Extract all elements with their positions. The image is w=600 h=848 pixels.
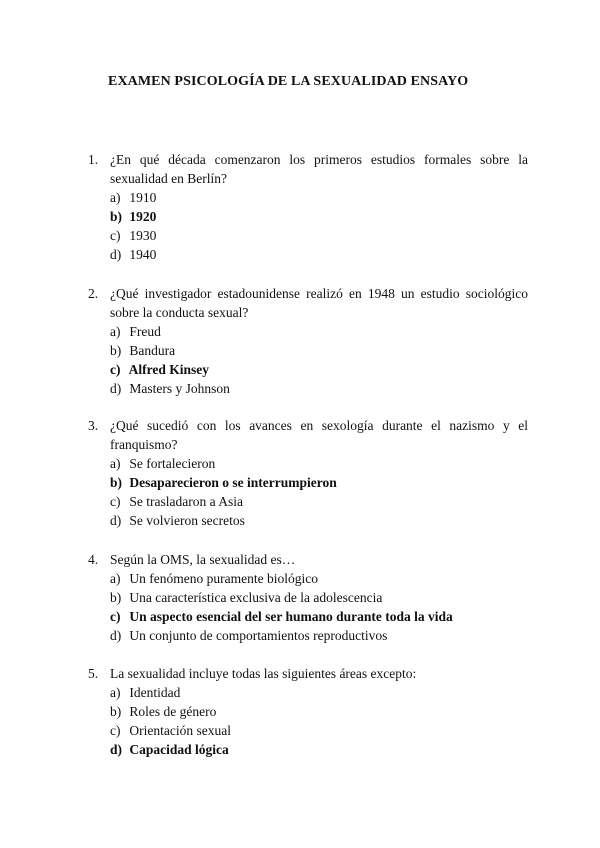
option-text: Una característica exclusiva de la adolescencia [129, 590, 383, 605]
option-letter: d) [110, 513, 122, 528]
answer-option [110, 245, 528, 264]
option-text: Se trasladaron a Asia [129, 494, 243, 509]
option-text: Orientación sexual [129, 723, 231, 738]
option-letter: b) [110, 343, 122, 358]
answer-options [110, 322, 528, 398]
question-number: 2. [88, 286, 99, 301]
option-letter: c) [110, 723, 121, 738]
option-text: Un aspecto esencial del ser humano durante toda la vida [129, 609, 453, 624]
option-text: Se fortalecieron [129, 456, 216, 471]
option-letter: d) [110, 247, 122, 262]
page-title: EXAMEN PSICOLOGÍA DE LA SEXUALIDAD ENSAYO [108, 74, 469, 89]
option-text: 1910 [129, 190, 157, 205]
answer-option [110, 341, 528, 360]
option-text: Un fenómeno puramente biológico [129, 571, 318, 586]
option-text: 1940 [129, 247, 157, 262]
question-number: 4. [88, 552, 99, 567]
answer-option [110, 454, 528, 473]
option-text: 1930 [129, 228, 157, 243]
answer-options [110, 569, 528, 645]
option-letter: d) [110, 628, 122, 643]
question-text: ¿Qué sucedió con los avances en sexología durante el nazismo y el franquismo? [110, 418, 528, 452]
option-text: Identidad [129, 685, 181, 700]
option-text: Se volvieron secretos [129, 513, 245, 528]
option-letter: d) [110, 381, 122, 396]
question-text: Según la OMS, la sexualidad es… [110, 552, 296, 567]
answer-option [110, 683, 528, 702]
option-text: Alfred Kinsey [128, 362, 210, 377]
answer-option [110, 702, 528, 721]
option-text: Freud [129, 324, 161, 339]
answer-option [110, 721, 528, 740]
question-number: 3. [88, 418, 99, 433]
answer-option [110, 569, 528, 588]
option-letter: a) [110, 190, 121, 205]
option-letter: c) [110, 228, 121, 243]
option-text: Roles de género [129, 704, 217, 719]
answer-option [110, 511, 528, 530]
option-letter: d) [110, 742, 123, 757]
answer-option [110, 492, 528, 511]
option-letter: c) [110, 494, 121, 509]
question-number: 1. [88, 152, 99, 167]
question-item [88, 284, 528, 398]
question-text: ¿En qué década comenzaron los primeros estudios formales sobre la sexualidad en Berlín? [110, 152, 528, 186]
question-item [88, 550, 528, 645]
answer-option-correct [110, 607, 528, 626]
answer-option-correct [110, 473, 528, 492]
option-letter: b) [110, 209, 123, 224]
answer-option [110, 588, 528, 607]
option-letter: b) [110, 475, 123, 490]
answer-options [110, 454, 528, 530]
answer-option-correct [110, 207, 528, 226]
option-letter: c) [110, 362, 121, 377]
question-item [88, 416, 528, 530]
answer-options [110, 188, 528, 264]
answer-option [110, 626, 528, 645]
option-letter: a) [110, 456, 121, 471]
answer-option [110, 322, 528, 341]
answer-option-correct [110, 360, 528, 379]
answer-option [110, 188, 528, 207]
option-text: Masters y Johnson [129, 381, 230, 396]
question-number: 5. [88, 666, 99, 681]
option-text: Un conjunto de comportamientos reproductivos [129, 628, 388, 643]
answer-option [110, 379, 528, 398]
option-text: 1920 [129, 209, 157, 224]
option-letter: b) [110, 590, 122, 605]
answer-option [110, 226, 528, 245]
option-letter: a) [110, 324, 121, 339]
answer-option-correct [110, 740, 528, 759]
question-item [88, 150, 528, 264]
option-text: Capacidad lógica [129, 742, 229, 757]
option-text: Bandura [129, 343, 176, 358]
option-letter: c) [110, 609, 121, 624]
option-letter: b) [110, 704, 122, 719]
question-text: ¿Qué investigador estadounidense realizó en 1948 un estudio sociológico sobre la conducta sexual? [110, 286, 528, 320]
answer-options [110, 683, 528, 759]
question-item [88, 664, 528, 759]
option-text: Desaparecieron o se interrumpieron [129, 475, 337, 490]
question-text: La sexualidad incluye todas las siguientes áreas excepto: [110, 666, 417, 681]
option-letter: a) [110, 571, 121, 586]
option-letter: a) [110, 685, 121, 700]
